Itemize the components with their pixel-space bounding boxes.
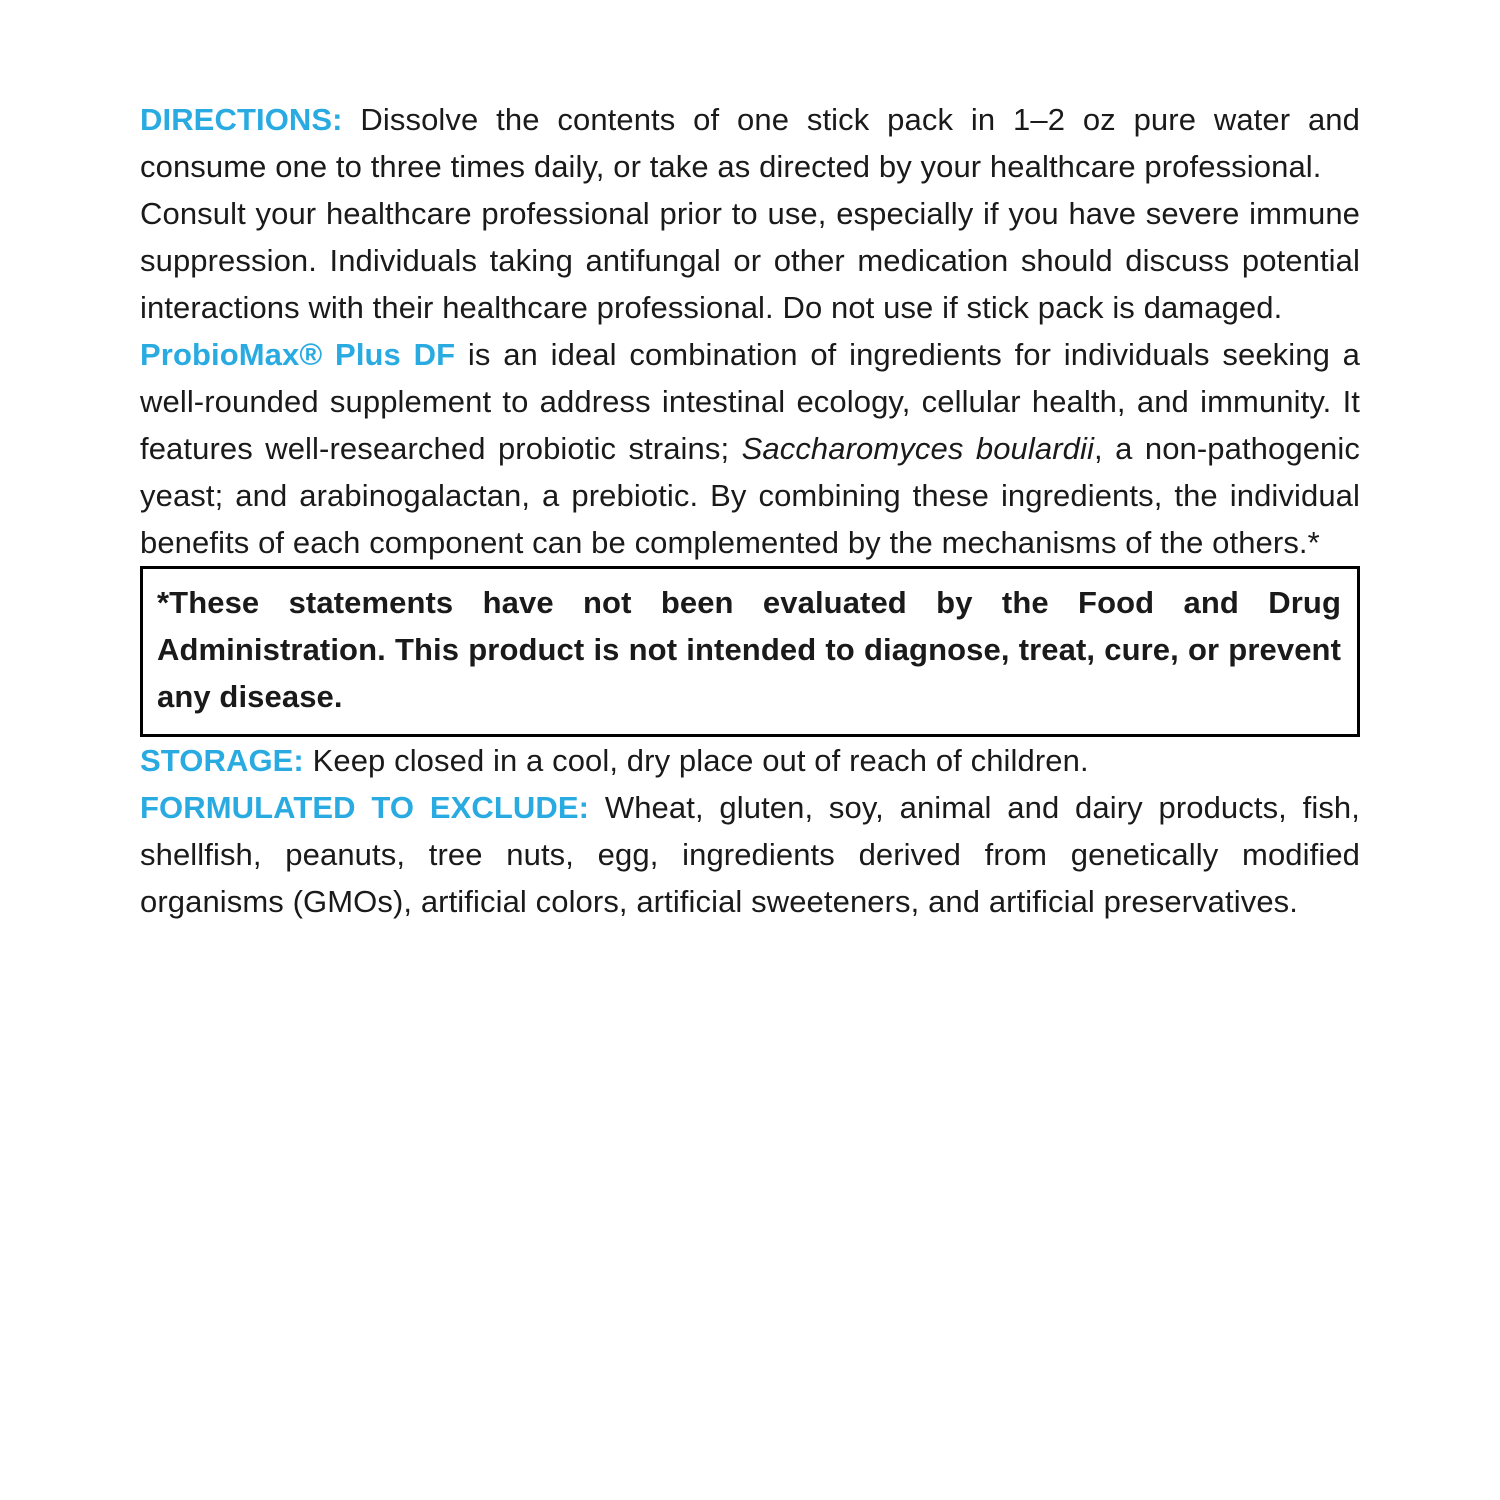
text-segment-normal: Wheat, gluten, soy, animal and dairy products, fish, shellfish, peanuts, tree nuts, egg, ingredients derived from genetically modified organisms (GMOs), artificial colors, artificial sweeteners, and artificial preservatives.: [140, 790, 1360, 919]
text-segment-heading: FORMULATED TO EXCLUDE:: [140, 790, 605, 825]
formulated-to-exclude-paragraph: [140, 784, 1360, 925]
consult-warning-paragraph: [140, 190, 1360, 331]
storage-paragraph: [140, 737, 1360, 784]
text-segment-italic: Saccharomyces boulardii: [741, 431, 1094, 466]
text-segment-heading: ProbioMax® Plus DF: [140, 337, 468, 372]
text-segment-heading: DIRECTIONS:: [140, 102, 361, 137]
text-segment-normal: Dissolve the contents of one stick pack in 1–2 oz pure water and consume one to three times daily, or take as directed by your healthcare professional.: [140, 102, 1360, 184]
fda-disclaimer-box: [140, 566, 1360, 737]
text-segment-normal: Consult your healthcare professional prior to use, especially if you have severe immune suppression. Individuals taking antifungal or other medication should discuss potential interactions with their healthcare professional. Do not use if stick pack is damaged.: [140, 196, 1360, 325]
product-description-paragraph: [140, 331, 1360, 566]
directions-paragraph: [140, 96, 1360, 190]
text-segment-normal: , a non-pathogenic yeast; and arabinogalactan, a prebiotic. By combining these ingredients, the individual benefits of each component can be complemented by the mechanisms of the others.*: [140, 431, 1360, 560]
text-segment-heading: STORAGE:: [140, 743, 313, 778]
text-segment-normal: is an ideal combination of ingredients for individuals seeking a well-rounded supplement to address intestinal ecology, cellular health, and immunity. It features well-researched probiotic strains;: [140, 337, 1360, 466]
text-segment-bold: *These statements have not been evaluated by the Food and Drug Administration. This product is not intended to diagnose, treat, cure, or prevent any disease.: [157, 585, 1341, 714]
fda-disclaimer-text: [157, 579, 1341, 720]
text-segment-normal: Keep closed in a cool, dry place out of reach of children.: [312, 743, 1089, 778]
